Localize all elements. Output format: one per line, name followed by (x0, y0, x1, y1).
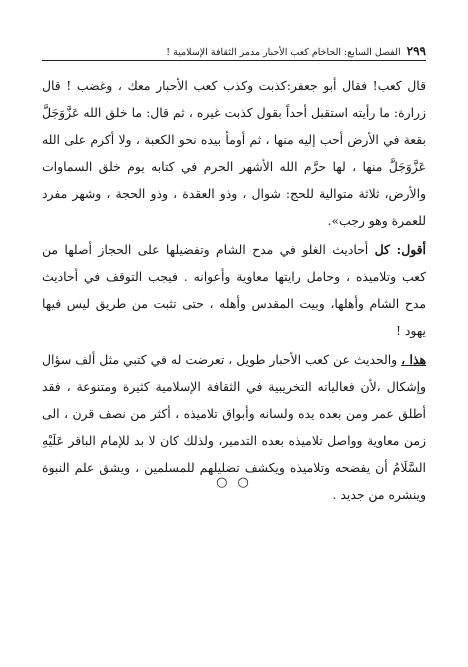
paragraph-2-text: أحاديث الغلو في مدح الشام وتفضيلها على الحجاز أصلها من كعب وتلاميذه ، وحامل رايتها معاوية وأعوانه . فيجب التوقف في أحاديث مدح الشام وأهلها، وبيت المقدس وأهله ، حتى تثبت من طريق ليس فيها يهود ! (42, 242, 426, 338)
paragraph-1 (42, 72, 426, 234)
paragraph-3-lead: هذا ، (401, 352, 426, 367)
running-title: الفصل السابع: الحاخام كعب الأحبار مدمر الثقافة الإسلامية ! (166, 47, 401, 58)
paragraph-2-lead: أقول: كل (374, 242, 426, 257)
section-separator: ○ ○ (216, 475, 252, 490)
page-number: ٢٩٩ (406, 44, 426, 58)
body-text (42, 72, 426, 508)
page-header (42, 40, 426, 61)
paragraph-1-text: قال كعب! فقال أبو جعفر:كذبت وكذب كعب الأحبار معك ، وغضب ! قال زرارة: ما رأيته استقبل أحداً بقول كذبت غيره ، ثم قال: ما خلق الله عَزَّوَجَلَّ بقعة في الأرض أحب إليه منها ، ثم أومأ بيده نحو الكعبة ، ولا أكرم على الله عَزَّوَجَلَّ منها ، لها حرَّم الله الأشهر الحرم في كتابه يوم خلق السماوات والأرض، ثلاثة متوالية للحج: شوال ، وذو العقدة ، وذو الحجة ، وشهر مفرد للعمرة وهو رجب». (42, 78, 426, 228)
paragraph-2 (42, 236, 426, 344)
paragraph-3-text: والحديث عن كعب الأحبار طويل ، تعرضت له في كتبي مثل ألف سؤال وإشكال ،لأن فعالياته التخريبية في الثقافة الإسلامية كثيرة ومتنوعة ، فقد أطلق عمر ومن بعده يده ولسانه وأبواق تلاميذه ، أكثر من نصف قرن ، الى زمن معاوية وواصل تلاميذه بعده التدمير، ولذلك كان لا بد للإمام الباقر عَلَيْهِ السَّلَامُ أن يفضحه وتلاميذه ويكشف تضليلهم للمسلمين ، ويشق علم النبوة وينشره من جديد . (42, 352, 426, 502)
